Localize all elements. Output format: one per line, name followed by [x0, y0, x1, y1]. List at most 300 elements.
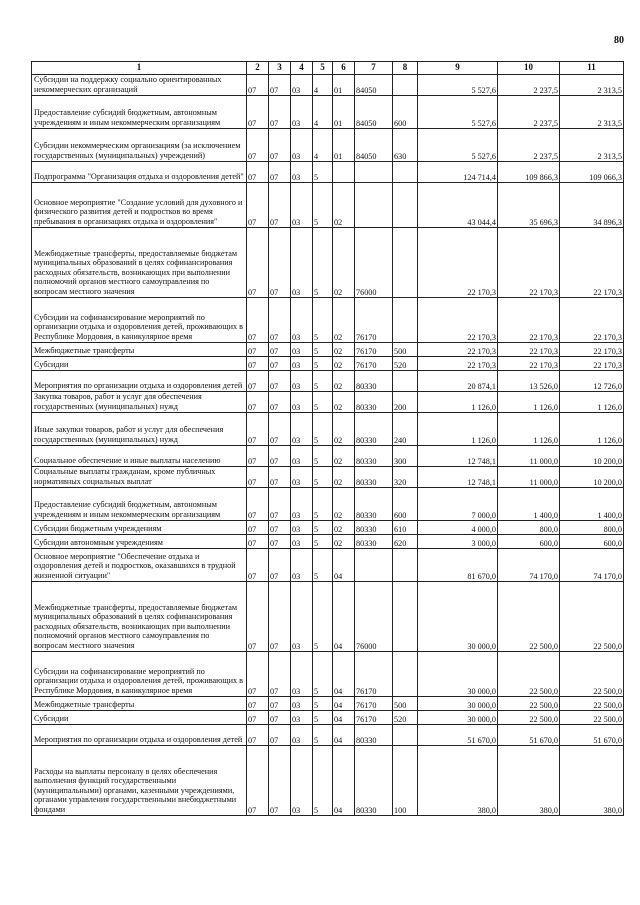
- amount-2019-cell: 380,0: [418, 746, 498, 816]
- code-cell: 03: [291, 96, 313, 129]
- table-header-row: [32, 62, 624, 75]
- amount-2021-cell: 10 200,0: [560, 467, 624, 488]
- code-cell: 84050: [355, 96, 393, 129]
- amount-2020-cell: 1 126,0: [498, 413, 560, 446]
- code-cell: 240: [393, 413, 418, 446]
- code-cell: 5: [313, 467, 333, 488]
- code-cell: 02: [333, 298, 355, 343]
- row-name-cell: Основное мероприятие "Создание условий для духовного и физического развития детей и подростков во время пребывания в организациях отдыха и оздоровления": [32, 183, 247, 228]
- code-cell: 07: [247, 582, 269, 652]
- amount-2021-cell: 74 170,0: [560, 549, 624, 582]
- amount-2020-cell: 51 670,0: [498, 725, 560, 746]
- amount-2019-cell: 4 000,0: [418, 521, 498, 535]
- column-header: 2: [247, 62, 269, 75]
- code-cell: 80330: [355, 535, 393, 549]
- code-cell: [355, 162, 393, 183]
- table-row: [32, 129, 624, 162]
- code-cell: 07: [247, 521, 269, 535]
- code-cell: 5: [313, 725, 333, 746]
- amount-2019-cell: 51 670,0: [418, 725, 498, 746]
- code-cell: 07: [247, 96, 269, 129]
- table-row: [32, 535, 624, 549]
- amount-2021-cell: 800,0: [560, 521, 624, 535]
- amount-2019-cell: 43 044,4: [418, 183, 498, 228]
- code-cell: 07: [247, 228, 269, 298]
- column-header: 1: [32, 62, 247, 75]
- column-header: 7: [355, 62, 393, 75]
- code-cell: 02: [333, 392, 355, 413]
- code-cell: 03: [291, 725, 313, 746]
- table-row: [32, 488, 624, 521]
- code-cell: 80330: [355, 725, 393, 746]
- code-cell: 5: [313, 446, 333, 467]
- table-row: [32, 228, 624, 298]
- code-cell: 5: [313, 488, 333, 521]
- code-cell: 02: [333, 446, 355, 467]
- amount-2019-cell: 3 000,0: [418, 535, 498, 549]
- code-cell: 07: [269, 162, 291, 183]
- amount-2021-cell: 600,0: [560, 535, 624, 549]
- column-header: 10: [498, 62, 560, 75]
- table-row: [32, 746, 624, 816]
- code-cell: 07: [269, 183, 291, 228]
- amount-2019-cell: 30 000,0: [418, 582, 498, 652]
- code-cell: 07: [269, 652, 291, 697]
- code-cell: 03: [291, 582, 313, 652]
- amount-2020-cell: 109 866,3: [498, 162, 560, 183]
- code-cell: [393, 549, 418, 582]
- code-cell: 03: [291, 711, 313, 725]
- code-cell: 03: [291, 343, 313, 357]
- code-cell: 02: [333, 183, 355, 228]
- code-cell: 07: [269, 488, 291, 521]
- row-name-cell: Закупка товаров, работ и услуг для обеспечения государственных (муниципальных) нужд: [32, 392, 247, 413]
- row-name-cell: Основное мероприятие "Обеспечение отдыха и оздоровления детей и подростков, оказавшихся в трудной жизненной ситуации": [32, 549, 247, 582]
- amount-2019-cell: 5 527,6: [418, 129, 498, 162]
- amount-2019-cell: 124 714,4: [418, 162, 498, 183]
- row-name-cell: Межбюджетные трансферты: [32, 343, 247, 357]
- row-name-cell: Субсидии на поддержку социально ориентированных некоммерческих организаций: [32, 75, 247, 96]
- code-cell: 03: [291, 549, 313, 582]
- table-row: [32, 371, 624, 392]
- amount-2021-cell: 12 726,0: [560, 371, 624, 392]
- code-cell: [333, 162, 355, 183]
- amount-2021-cell: 22 500,0: [560, 652, 624, 697]
- amount-2020-cell: 74 170,0: [498, 549, 560, 582]
- code-cell: [393, 75, 418, 96]
- row-name-cell: Мероприятия по организации отдыха и оздоровления детей: [32, 371, 247, 392]
- code-cell: 03: [291, 488, 313, 521]
- table-row: [32, 549, 624, 582]
- row-name-cell: Межбюджетные трансферты, предоставляемые бюджетам муниципальных образований в целях софинансирования расходных обязательств, возникающих при выполнении полномочий органов местного самоуправления по вопросам местного значения: [32, 228, 247, 298]
- table-row: [32, 521, 624, 535]
- amount-2020-cell: 800,0: [498, 521, 560, 535]
- amount-2021-cell: 22 170,3: [560, 357, 624, 371]
- amount-2019-cell: 81 670,0: [418, 549, 498, 582]
- code-cell: 07: [269, 697, 291, 711]
- column-header: 6: [333, 62, 355, 75]
- code-cell: 07: [247, 392, 269, 413]
- code-cell: 02: [333, 413, 355, 446]
- table-row: [32, 711, 624, 725]
- code-cell: 76170: [355, 357, 393, 371]
- table-row: [32, 652, 624, 697]
- code-cell: 02: [333, 357, 355, 371]
- code-cell: 07: [269, 228, 291, 298]
- amount-2021-cell: 109 066,3: [560, 162, 624, 183]
- code-cell: 07: [247, 371, 269, 392]
- table-row: [32, 697, 624, 711]
- amount-2020-cell: 35 696,3: [498, 183, 560, 228]
- code-cell: 02: [333, 228, 355, 298]
- code-cell: 520: [393, 711, 418, 725]
- code-cell: 07: [247, 725, 269, 746]
- code-cell: 03: [291, 129, 313, 162]
- amount-2021-cell: 10 200,0: [560, 446, 624, 467]
- code-cell: 07: [269, 549, 291, 582]
- amount-2019-cell: 5 527,6: [418, 75, 498, 96]
- code-cell: 07: [269, 129, 291, 162]
- code-cell: 03: [291, 521, 313, 535]
- code-cell: 100: [393, 746, 418, 816]
- code-cell: 03: [291, 357, 313, 371]
- code-cell: 5: [313, 549, 333, 582]
- code-cell: 76170: [355, 298, 393, 343]
- page-number: 80: [614, 35, 624, 46]
- amount-2020-cell: 1 400,0: [498, 488, 560, 521]
- code-cell: [393, 652, 418, 697]
- code-cell: 04: [333, 711, 355, 725]
- row-name-cell: Субсидии на софинансирование мероприятий по организации отдыха и оздоровления детей, проживающих в Республике Мордовия, в каникулярное время: [32, 652, 247, 697]
- code-cell: 610: [393, 521, 418, 535]
- amount-2020-cell: 11 000,0: [498, 467, 560, 488]
- code-cell: 01: [333, 75, 355, 96]
- row-name-cell: Мероприятия по организации отдыха и оздоровления детей: [32, 725, 247, 746]
- code-cell: [393, 298, 418, 343]
- code-cell: 03: [291, 746, 313, 816]
- code-cell: 03: [291, 535, 313, 549]
- amount-2020-cell: 22 170,3: [498, 228, 560, 298]
- code-cell: 07: [269, 711, 291, 725]
- code-cell: 80330: [355, 392, 393, 413]
- table-row: [32, 446, 624, 467]
- code-cell: 600: [393, 96, 418, 129]
- code-cell: 07: [247, 467, 269, 488]
- table-row: [32, 75, 624, 96]
- amount-2019-cell: 1 126,0: [418, 392, 498, 413]
- amount-2020-cell: 2 237,5: [498, 129, 560, 162]
- column-header: 3: [269, 62, 291, 75]
- amount-2021-cell: 22 170,3: [560, 228, 624, 298]
- code-cell: 5: [313, 298, 333, 343]
- code-cell: 07: [269, 371, 291, 392]
- row-name-cell: Предоставление субсидий бюджетным, автономным учреждениям и иным некоммерческим организациям: [32, 488, 247, 521]
- code-cell: 80330: [355, 521, 393, 535]
- code-cell: 4: [313, 129, 333, 162]
- table-row: [32, 183, 624, 228]
- code-cell: 03: [291, 298, 313, 343]
- code-cell: 5: [313, 228, 333, 298]
- row-name-cell: Иные закупки товаров, работ и услуг для обеспечения государственных (муниципальных) нужд: [32, 413, 247, 446]
- table-row: [32, 96, 624, 129]
- code-cell: 03: [291, 413, 313, 446]
- code-cell: 300: [393, 446, 418, 467]
- code-cell: 5: [313, 371, 333, 392]
- code-cell: 02: [333, 371, 355, 392]
- row-name-cell: Предоставление субсидий бюджетным, автономным учреждениям и иным некоммерческим организациям: [32, 96, 247, 129]
- code-cell: 03: [291, 162, 313, 183]
- row-name-cell: Социальное обеспечение и иные выплаты населению: [32, 446, 247, 467]
- code-cell: 07: [247, 488, 269, 521]
- amount-2019-cell: 22 170,3: [418, 298, 498, 343]
- code-cell: 600: [393, 488, 418, 521]
- amount-2020-cell: 2 237,5: [498, 96, 560, 129]
- code-cell: 5: [313, 746, 333, 816]
- code-cell: 80330: [355, 488, 393, 521]
- code-cell: 07: [269, 343, 291, 357]
- row-name-cell: Расходы на выплаты персоналу в целях обеспечения выполнения функций государственными (муниципальными) органами, казенными учреждениями, органами управления государственными внебюджетными фондами: [32, 746, 247, 816]
- amount-2019-cell: 30 000,0: [418, 652, 498, 697]
- code-cell: 5: [313, 535, 333, 549]
- column-header: 8: [393, 62, 418, 75]
- code-cell: [393, 582, 418, 652]
- code-cell: 04: [333, 582, 355, 652]
- amount-2019-cell: 22 170,3: [418, 357, 498, 371]
- code-cell: 07: [269, 357, 291, 371]
- code-cell: 76000: [355, 582, 393, 652]
- code-cell: 07: [247, 129, 269, 162]
- amount-2019-cell: 30 000,0: [418, 697, 498, 711]
- table-row: [32, 357, 624, 371]
- code-cell: [393, 162, 418, 183]
- code-cell: 520: [393, 357, 418, 371]
- row-name-cell: Подпрограмма "Организация отдыха и оздоровления детей": [32, 162, 247, 183]
- code-cell: 5: [313, 711, 333, 725]
- amount-2021-cell: 22 170,3: [560, 298, 624, 343]
- code-cell: 500: [393, 697, 418, 711]
- code-cell: 5: [313, 521, 333, 535]
- amount-2020-cell: 22 170,3: [498, 298, 560, 343]
- code-cell: [393, 725, 418, 746]
- table-row: [32, 725, 624, 746]
- amount-2020-cell: 22 500,0: [498, 652, 560, 697]
- code-cell: 01: [333, 129, 355, 162]
- row-name-cell: Субсидии: [32, 711, 247, 725]
- amount-2021-cell: 2 313,5: [560, 129, 624, 162]
- code-cell: 03: [291, 652, 313, 697]
- code-cell: 5: [313, 392, 333, 413]
- code-cell: 04: [333, 725, 355, 746]
- amount-2021-cell: 1 126,0: [560, 413, 624, 446]
- table-row: [32, 298, 624, 343]
- row-name-cell: Субсидии бюджетным учреждениям: [32, 521, 247, 535]
- table-row: [32, 343, 624, 357]
- amount-2019-cell: 22 170,3: [418, 343, 498, 357]
- row-name-cell: Субсидии автономным учреждениям: [32, 535, 247, 549]
- code-cell: 03: [291, 446, 313, 467]
- amount-2021-cell: 1 126,0: [560, 392, 624, 413]
- amount-2019-cell: 1 126,0: [418, 413, 498, 446]
- code-cell: 84050: [355, 75, 393, 96]
- code-cell: 76000: [355, 228, 393, 298]
- code-cell: 84050: [355, 129, 393, 162]
- code-cell: 03: [291, 697, 313, 711]
- code-cell: 76170: [355, 697, 393, 711]
- code-cell: 07: [269, 413, 291, 446]
- row-name-cell: Социальные выплаты гражданам, кроме публичных нормативных социальных выплат: [32, 467, 247, 488]
- amount-2019-cell: 20 874,1: [418, 371, 498, 392]
- amount-2021-cell: 2 313,5: [560, 96, 624, 129]
- code-cell: 07: [247, 446, 269, 467]
- code-cell: 5: [313, 582, 333, 652]
- column-header: 5: [313, 62, 333, 75]
- row-name-cell: Межбюджетные трансферты, предоставляемые бюджетам муниципальных образований в целях софинансирования расходных обязательств, возникающих при выполнении полномочий органов местного самоуправления по вопросам местного значения: [32, 582, 247, 652]
- amount-2020-cell: 22 500,0: [498, 711, 560, 725]
- table-row: [32, 392, 624, 413]
- code-cell: 76170: [355, 652, 393, 697]
- amount-2021-cell: 22 500,0: [560, 697, 624, 711]
- amount-2020-cell: 22 170,3: [498, 357, 560, 371]
- table-row: [32, 582, 624, 652]
- amount-2021-cell: 51 670,0: [560, 725, 624, 746]
- code-cell: 07: [247, 343, 269, 357]
- amount-2020-cell: 600,0: [498, 535, 560, 549]
- amount-2021-cell: 34 896,3: [560, 183, 624, 228]
- amount-2019-cell: 5 527,6: [418, 96, 498, 129]
- code-cell: 07: [247, 711, 269, 725]
- code-cell: 500: [393, 343, 418, 357]
- row-name-cell: Межбюджетные трансферты: [32, 697, 247, 711]
- row-name-cell: Субсидии: [32, 357, 247, 371]
- row-name-cell: Субсидии некоммерческим организациям (за исключением государственных (муниципальных) учреждений): [32, 129, 247, 162]
- code-cell: 07: [269, 96, 291, 129]
- code-cell: 04: [333, 652, 355, 697]
- code-cell: 07: [269, 582, 291, 652]
- code-cell: [393, 371, 418, 392]
- code-cell: [355, 183, 393, 228]
- code-cell: [393, 183, 418, 228]
- amount-2021-cell: 22 500,0: [560, 582, 624, 652]
- code-cell: 03: [291, 467, 313, 488]
- code-cell: 04: [333, 746, 355, 816]
- code-cell: 200: [393, 392, 418, 413]
- code-cell: 07: [269, 75, 291, 96]
- table-row: [32, 467, 624, 488]
- table-row: [32, 162, 624, 183]
- code-cell: 02: [333, 535, 355, 549]
- code-cell: 5: [313, 413, 333, 446]
- code-cell: 76170: [355, 343, 393, 357]
- code-cell: 04: [333, 697, 355, 711]
- amount-2020-cell: 1 126,0: [498, 392, 560, 413]
- code-cell: 03: [291, 75, 313, 96]
- code-cell: 07: [269, 467, 291, 488]
- code-cell: 07: [247, 162, 269, 183]
- code-cell: 03: [291, 228, 313, 298]
- code-cell: 80330: [355, 467, 393, 488]
- code-cell: 07: [247, 652, 269, 697]
- code-cell: 02: [333, 467, 355, 488]
- code-cell: [393, 228, 418, 298]
- amount-2021-cell: 22 500,0: [560, 711, 624, 725]
- code-cell: 02: [333, 343, 355, 357]
- code-cell: 4: [313, 96, 333, 129]
- code-cell: 320: [393, 467, 418, 488]
- code-cell: [355, 549, 393, 582]
- amount-2019-cell: 12 748,1: [418, 446, 498, 467]
- code-cell: 80330: [355, 746, 393, 816]
- code-cell: 01: [333, 96, 355, 129]
- code-cell: 80330: [355, 371, 393, 392]
- code-cell: 07: [247, 298, 269, 343]
- table-row: [32, 413, 624, 446]
- code-cell: 07: [247, 183, 269, 228]
- code-cell: 07: [247, 549, 269, 582]
- code-cell: 4: [313, 75, 333, 96]
- code-cell: 07: [269, 725, 291, 746]
- code-cell: 02: [333, 521, 355, 535]
- code-cell: 5: [313, 652, 333, 697]
- code-cell: 07: [269, 746, 291, 816]
- code-cell: 07: [247, 697, 269, 711]
- code-cell: 03: [291, 392, 313, 413]
- code-cell: 5: [313, 162, 333, 183]
- code-cell: 07: [247, 535, 269, 549]
- amount-2020-cell: 2 237,5: [498, 75, 560, 96]
- code-cell: 80330: [355, 413, 393, 446]
- column-header: 9: [418, 62, 498, 75]
- code-cell: 80330: [355, 446, 393, 467]
- code-cell: 5: [313, 343, 333, 357]
- code-cell: 620: [393, 535, 418, 549]
- amount-2020-cell: 380,0: [498, 746, 560, 816]
- code-cell: 07: [247, 746, 269, 816]
- code-cell: 5: [313, 183, 333, 228]
- code-cell: 07: [247, 357, 269, 371]
- code-cell: 07: [269, 298, 291, 343]
- amount-2021-cell: 2 313,5: [560, 75, 624, 96]
- code-cell: 07: [269, 392, 291, 413]
- amount-2020-cell: 22 500,0: [498, 582, 560, 652]
- code-cell: 07: [247, 413, 269, 446]
- code-cell: 07: [269, 521, 291, 535]
- amount-2020-cell: 11 000,0: [498, 446, 560, 467]
- amount-2021-cell: 1 400,0: [560, 488, 624, 521]
- amount-2021-cell: 380,0: [560, 746, 624, 816]
- code-cell: 5: [313, 357, 333, 371]
- amount-2020-cell: 22 170,3: [498, 343, 560, 357]
- code-cell: 630: [393, 129, 418, 162]
- amount-2019-cell: 12 748,1: [418, 467, 498, 488]
- amount-2020-cell: 13 526,0: [498, 371, 560, 392]
- code-cell: 03: [291, 183, 313, 228]
- amount-2021-cell: 22 170,3: [560, 343, 624, 357]
- code-cell: 07: [269, 446, 291, 467]
- code-cell: 5: [313, 697, 333, 711]
- amount-2019-cell: 22 170,3: [418, 228, 498, 298]
- code-cell: 07: [269, 535, 291, 549]
- code-cell: 07: [247, 75, 269, 96]
- column-header: 4: [291, 62, 313, 75]
- code-cell: 76170: [355, 711, 393, 725]
- code-cell: 02: [333, 488, 355, 521]
- code-cell: 03: [291, 371, 313, 392]
- amount-2019-cell: 7 000,0: [418, 488, 498, 521]
- amount-2019-cell: 30 000,0: [418, 711, 498, 725]
- code-cell: 04: [333, 549, 355, 582]
- budget-table: [31, 61, 624, 816]
- amount-2020-cell: 22 500,0: [498, 697, 560, 711]
